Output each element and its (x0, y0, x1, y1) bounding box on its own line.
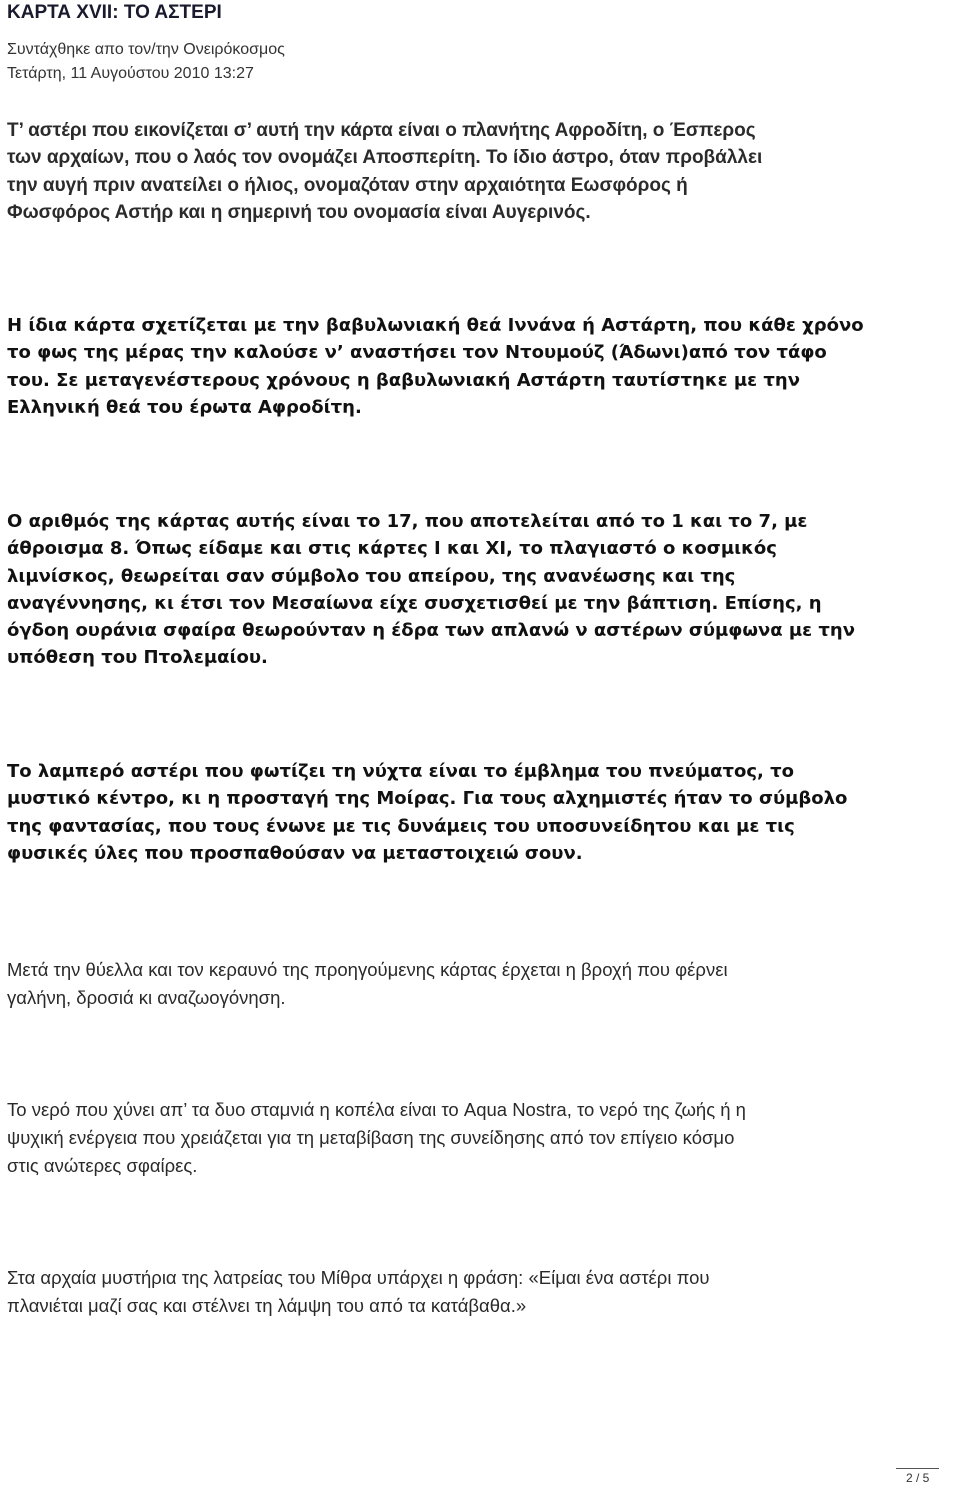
text-line: Μετά την θύελλα και τον κεραυνό της προηγούμενης κάρτας έρχεται η βροχή που φέρνει (7, 959, 728, 980)
paragraph-venus-star (7, 117, 957, 226)
paragraph-mithras (7, 1264, 957, 1320)
text-line: φυσικές ύλες που προσπαθούσαν να μεταστοιχειώ σουν. (7, 842, 583, 864)
text-line: πλανιέται μαζί σας και στέλνει τη λάμψη του από τα κατάβαθα.» (7, 1295, 527, 1316)
paragraph-storm-rain (7, 956, 957, 1012)
text-line: την αυγή πριν ανατείλει ο ήλιος, ονομαζόταν στην αρχαιότητα Εωσφόρος ή (7, 174, 688, 196)
text-line: όγδοη ουράνια σφαίρα θεωρούνταν η έδρα των απλανώ ν αστέρων σύμφωνα με την (7, 620, 855, 642)
article-title: ΚΑΡΤΑ XVII: ΤΟ ΑΣΤΕΡΙ (7, 2, 222, 23)
text-line: στις ανώτερες σφαίρες. (7, 1155, 198, 1176)
text-line: της φαντασίας, που τους ένωνε με τις δυνάμεις του υποσυνείδητου και με τις (7, 815, 795, 837)
text-line: το φως της μέρας την καλούσε ν’ αναστήσει τον Ντουμούζ (Άδωνι)από τον τάφο (7, 342, 827, 364)
text-line: του. Σε μεταγενέστερους χρόνους η βαβυλωνιακή Αστάρτη ταυτίστηκε με την (7, 369, 800, 391)
text-line: Ο αριθμός της κάρτας αυτής είναι το 17, που αποτελείται από το 1 και το 7, με (7, 511, 808, 532)
text-line: λιμνίσκος, θεωρείται σαν σύμβολο του απείρου, της ανανέωσης και της (7, 565, 736, 587)
page-number: 2 / 5 (906, 1471, 930, 1485)
paragraph-inanna-astarte (7, 312, 957, 421)
article-date: Τετάρτη, 11 Αυγούστου 2010 13:27 (7, 65, 254, 82)
text-line: υπόθεση του Πτολεμαίου. (7, 647, 268, 669)
text-line: Στα αρχαία μυστήρια της λατρείας του Μίθρα υπάρχει η φράση: «Είμαι ένα αστέρι που (7, 1267, 710, 1288)
text-line: Ελληνική θεά του έρωτα Αφροδίτη. (7, 396, 362, 418)
text-line: μυστικό κέντρο, κι η προσταγή της Μοίρας. Για τους αλχημιστές ήταν το σύμβολο (7, 788, 848, 810)
text-line: ψυχική ενέργεια που χρειάζεται για τη μεταβίβαση της συνείδησης από τον επίγειο κόσμο (7, 1127, 735, 1148)
article-author: Συντάχθηκε απο τον/την Ονειρόκοσμος (7, 41, 285, 58)
text-line: Το λαμπερό αστέρι που φωτίζει τη νύχτα είναι το έμβλημα του πνεύματος, το (7, 761, 794, 782)
text-line: Το νερό που χύνει απ’ τα δυο σταμνιά η κοπέλα είναι το Aqua Nostra, το νερό της ζωής ή η (7, 1099, 746, 1120)
paragraph-card-number (7, 508, 957, 672)
paragraph-bright-star (7, 758, 957, 867)
text-line: Τ’ αστέρι που εικονίζεται σ’ αυτή την κάρτα είναι ο πλανήτης Αφροδίτη, ο Έσπερος (7, 120, 756, 141)
footer-divider (896, 1468, 939, 1469)
paragraph-aqua-nostra (7, 1096, 957, 1180)
text-line: Η ίδια κάρτα σχετίζεται με την βαβυλωνιακή θεά Ιννάνα ή Αστάρτη, που κάθε χρόνο (7, 315, 864, 336)
text-line: άθροισμα 8. Όπως είδαμε και στις κάρτες I και XI, το πλαγιαστό ο κοσμικός (7, 538, 777, 560)
text-line: των αρχαίων, που ο λαός τον ονομάζει Αποσπερίτη. Το ίδιο άστρο, όταν προβάλλει (7, 147, 763, 169)
text-line: αναγέννησης, κι έτσι τον Μεσαίωνα είχε συσχετισθεί με την βάπτιση. Επίσης, η (7, 592, 822, 614)
text-line: γαλήνη, δροσιά κι αναζωογόνηση. (7, 987, 286, 1008)
text-line: Φωσφόρος Αστήρ και η σημερινή του ονομασία είναι Αυγερινός. (7, 201, 591, 223)
